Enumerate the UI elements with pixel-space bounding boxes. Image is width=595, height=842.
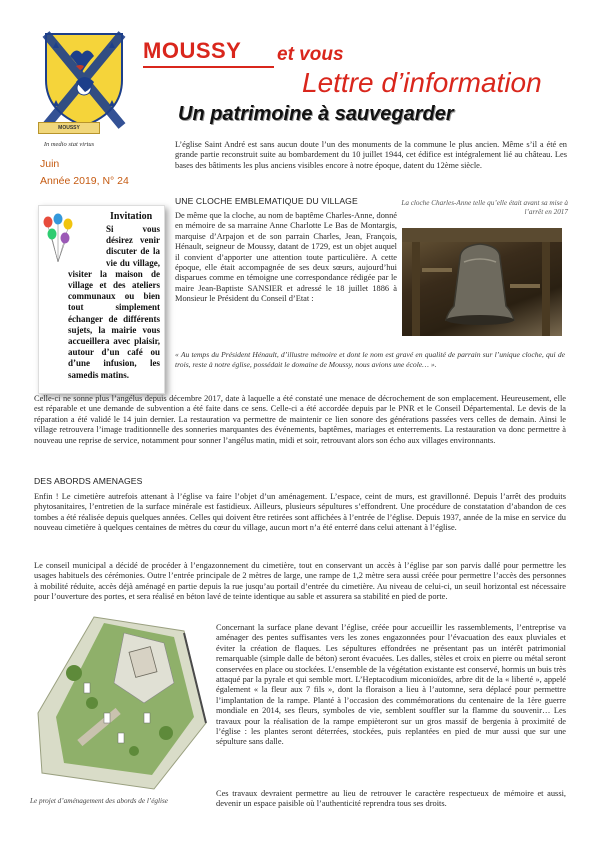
balloons-spacer [68,224,106,264]
abords-paragraph-3: Concernant la surface plane devant l’église, créée pour accueillir les rassemblements, l’entreprise va aménager des pentes suffisantes vers les zones engazonnées pour l’évacuation des eaux pluviales et éviter la création de flaques. Les sépultures effondrées ne présentant pas un intérêt patrimonial remarquable (simple dalle de béton) seront évacuées. Les dalles, stèles et croix en pierre ou métal seront conservées en place ou stockées. L’ensemble de la végétation existante est conservé, hormis un buis très attaqué par la pyrale et qui semble mort. L’Heptacodium miconioïdes, arbre dit de la « liberté », appelé également « la fleur aux 7 fils », dont la floraison a lieu à l’automne, sera déplacé pour permettre l’implantation de la rampe. Planté à l’occasion des commémorations du centenaire de la 1ère guerre mondiale en 2014, ses fleurs, symboles de vie, semblent souffler sur la flamme du souvenir… Les travaux pour la réalisation de la rampe empièteront sur un gros massif de bergenia à proximité de l’église : les plantes seront déterrées, stockées, puis replantées en pied de mur aussi que sur une sépulture sans dalle. [216,623,566,747]
title-et-vous: et vous [277,44,344,65]
crest-banner: MOUSSY [38,122,100,134]
cloche-paragraph: De même que la cloche, au nom de baptême Charles-Anne, donné en mémoire de sa marraine Anne Charlotte Le Bas de Montargis, marquise d’Arpajon et de son parrain Charles, Jean, François, Hénault, seigneur de Moussy, datant de 1729, est un objet auquel il convient d’apporter une attention toute particulière. A cette époque, elle était accompagnée de ses deux sœurs, aujourd’hui disparues comme en témoigne une correspondance rédigée par le maire Jean-Baptiste SANSIER et adressé le 18 juillet 1886 à Monsieur le Président du Conseil d’Etat : [175,211,397,304]
invitation-body [68,224,160,381]
title-lettre: Lettre d’information [302,67,542,98]
cloche-quote: « Au temps du Président Hénault, d’illustre mémoire et dont le nom est gravé en qualité de parrain sur l’unique cloche, qui de trois, reste à notre église, possédait le domaine de Moussy, nous avions une école… ». [175,350,565,369]
bell-photo-caption: La cloche Charles-Anne telle qu’elle était avant sa mise à l’arrêt en 2017 [401,199,568,216]
cloche-paragraph-2: Celle-ci ne sonne plus l’angélus depuis décembre 2017, date à laquelle a été constaté une menace de décrochement de son emplacement. Heureusement, elle est réparable et une demande de subvention a été faite dans ce sens. Celle-ci a été accordée depuis par le PNR et le Conseil Départemental. Le devis de la réparation a été validé le 14 juin dernier. La restauration va permettre de maintenir ce lien sonore des générations passées vers celles de demain. Ainsi le village retrouvera l’image traditionnelle des sonneries marquantes des événements, baptêmes, mariages et enterrements. La restauration va donc permettre à nouveau une reprise de service, notamment pour sonner l’angélus matin, midi et soir, retrouvant alors son écho aux villages environnants. [34,394,566,445]
coat-of-arms-icon [42,30,126,130]
section-heading-cloche: UNE CLOCHE EMBLEMATIQUE DU VILLAGE [175,196,358,206]
site-plan-caption: Le projet d’aménagement des abords de l’église [30,797,168,805]
title-underline [143,66,274,68]
abords-paragraph-4: Ces travaux devraient permettre au lieu de retrouver le caractère respectueux de mémoire et aussi, devenir un espace paisible où l’authenticité reprendra tous ses droits. [216,789,566,809]
issue-month: Juin [40,158,60,170]
section-heading-abords: DES ABORDS AMENAGES [34,476,143,486]
abords-paragraph-2: Le conseil municipal a décidé de procéder à l’engazonnement du cimetière, tout en conservant un accès à l’église par son parvis dallé pour permettre les usages habituels des cérémonies. Outre l’entrée principale de 2 mètres de large, une rampe de 1,2 mètre sera aussi créée pour permettre l’accès des personnes à mobilité réduite, accès déjà aménagé en partie depuis la rue jusqu’au portail d’entrée du cimetière. Au niveau de celui-ci, un seuil horizontal est nécessaire pour l’ouverture des portes, et sera réalisé en béton lavé de teinte identique au sable et assurera sa stabilité en pied de porte. [34,561,566,602]
bell-photo [402,228,562,336]
site-plan-image [34,613,212,793]
motto: In medio stat virtus [43,141,95,148]
abords-paragraph-1: Enfin ! Le cimetière autrefois attenant à l’église va faire l’objet d’un aménagement. L’espace, ceint de murs, est gravillonné. Depuis l’arrêt des produits phytosanitaires, l’entretien de la surface minérale est fastidieux. Ailleurs, plusieurs sépultures s’effondrent. Une procédure de constatation d’abandon de ces tombes a été réalisée depuis quelques années. Celles qui doivent être retirées sont affichées à l’entrée de l’église. Depuis 1937, année de la mise en service du nouveau cimetière à quelques centaines de mètres du cœur du village, aucun mort n’a été enterré dans celui attenant à l’église. [34,492,566,533]
title-moussy: MOUSSY [143,38,242,63]
issue-year-number: Année 2019, N° 24 [40,175,129,187]
page-subtitle: Un patrimoine à sauvegarder [178,103,454,125]
invitation-body-text: Si vous désirez venir discuter de la vie du village, visiter la maison de village et des ateliers communaux ou bien tout simplement échanger de différents sujets, la mairie vous accueillera avec plaisir, autour d’un café ou d’une infusion, les samedis matins. [68,224,160,380]
bell-icon [402,228,562,336]
invitation-title: Invitation [110,211,153,222]
intro-paragraph: L’église Saint André est sans aucun doute l’un des monuments de la commune le plus ancien. Même s’il a été en grande partie reconstruit suite au bombardement du 10 juillet 1944, cet édifice est intégralement lié au château. Les bases des bâtiments les plus anciens visibles encore à notre époque, datent du 12ème siècle. [175,140,567,170]
